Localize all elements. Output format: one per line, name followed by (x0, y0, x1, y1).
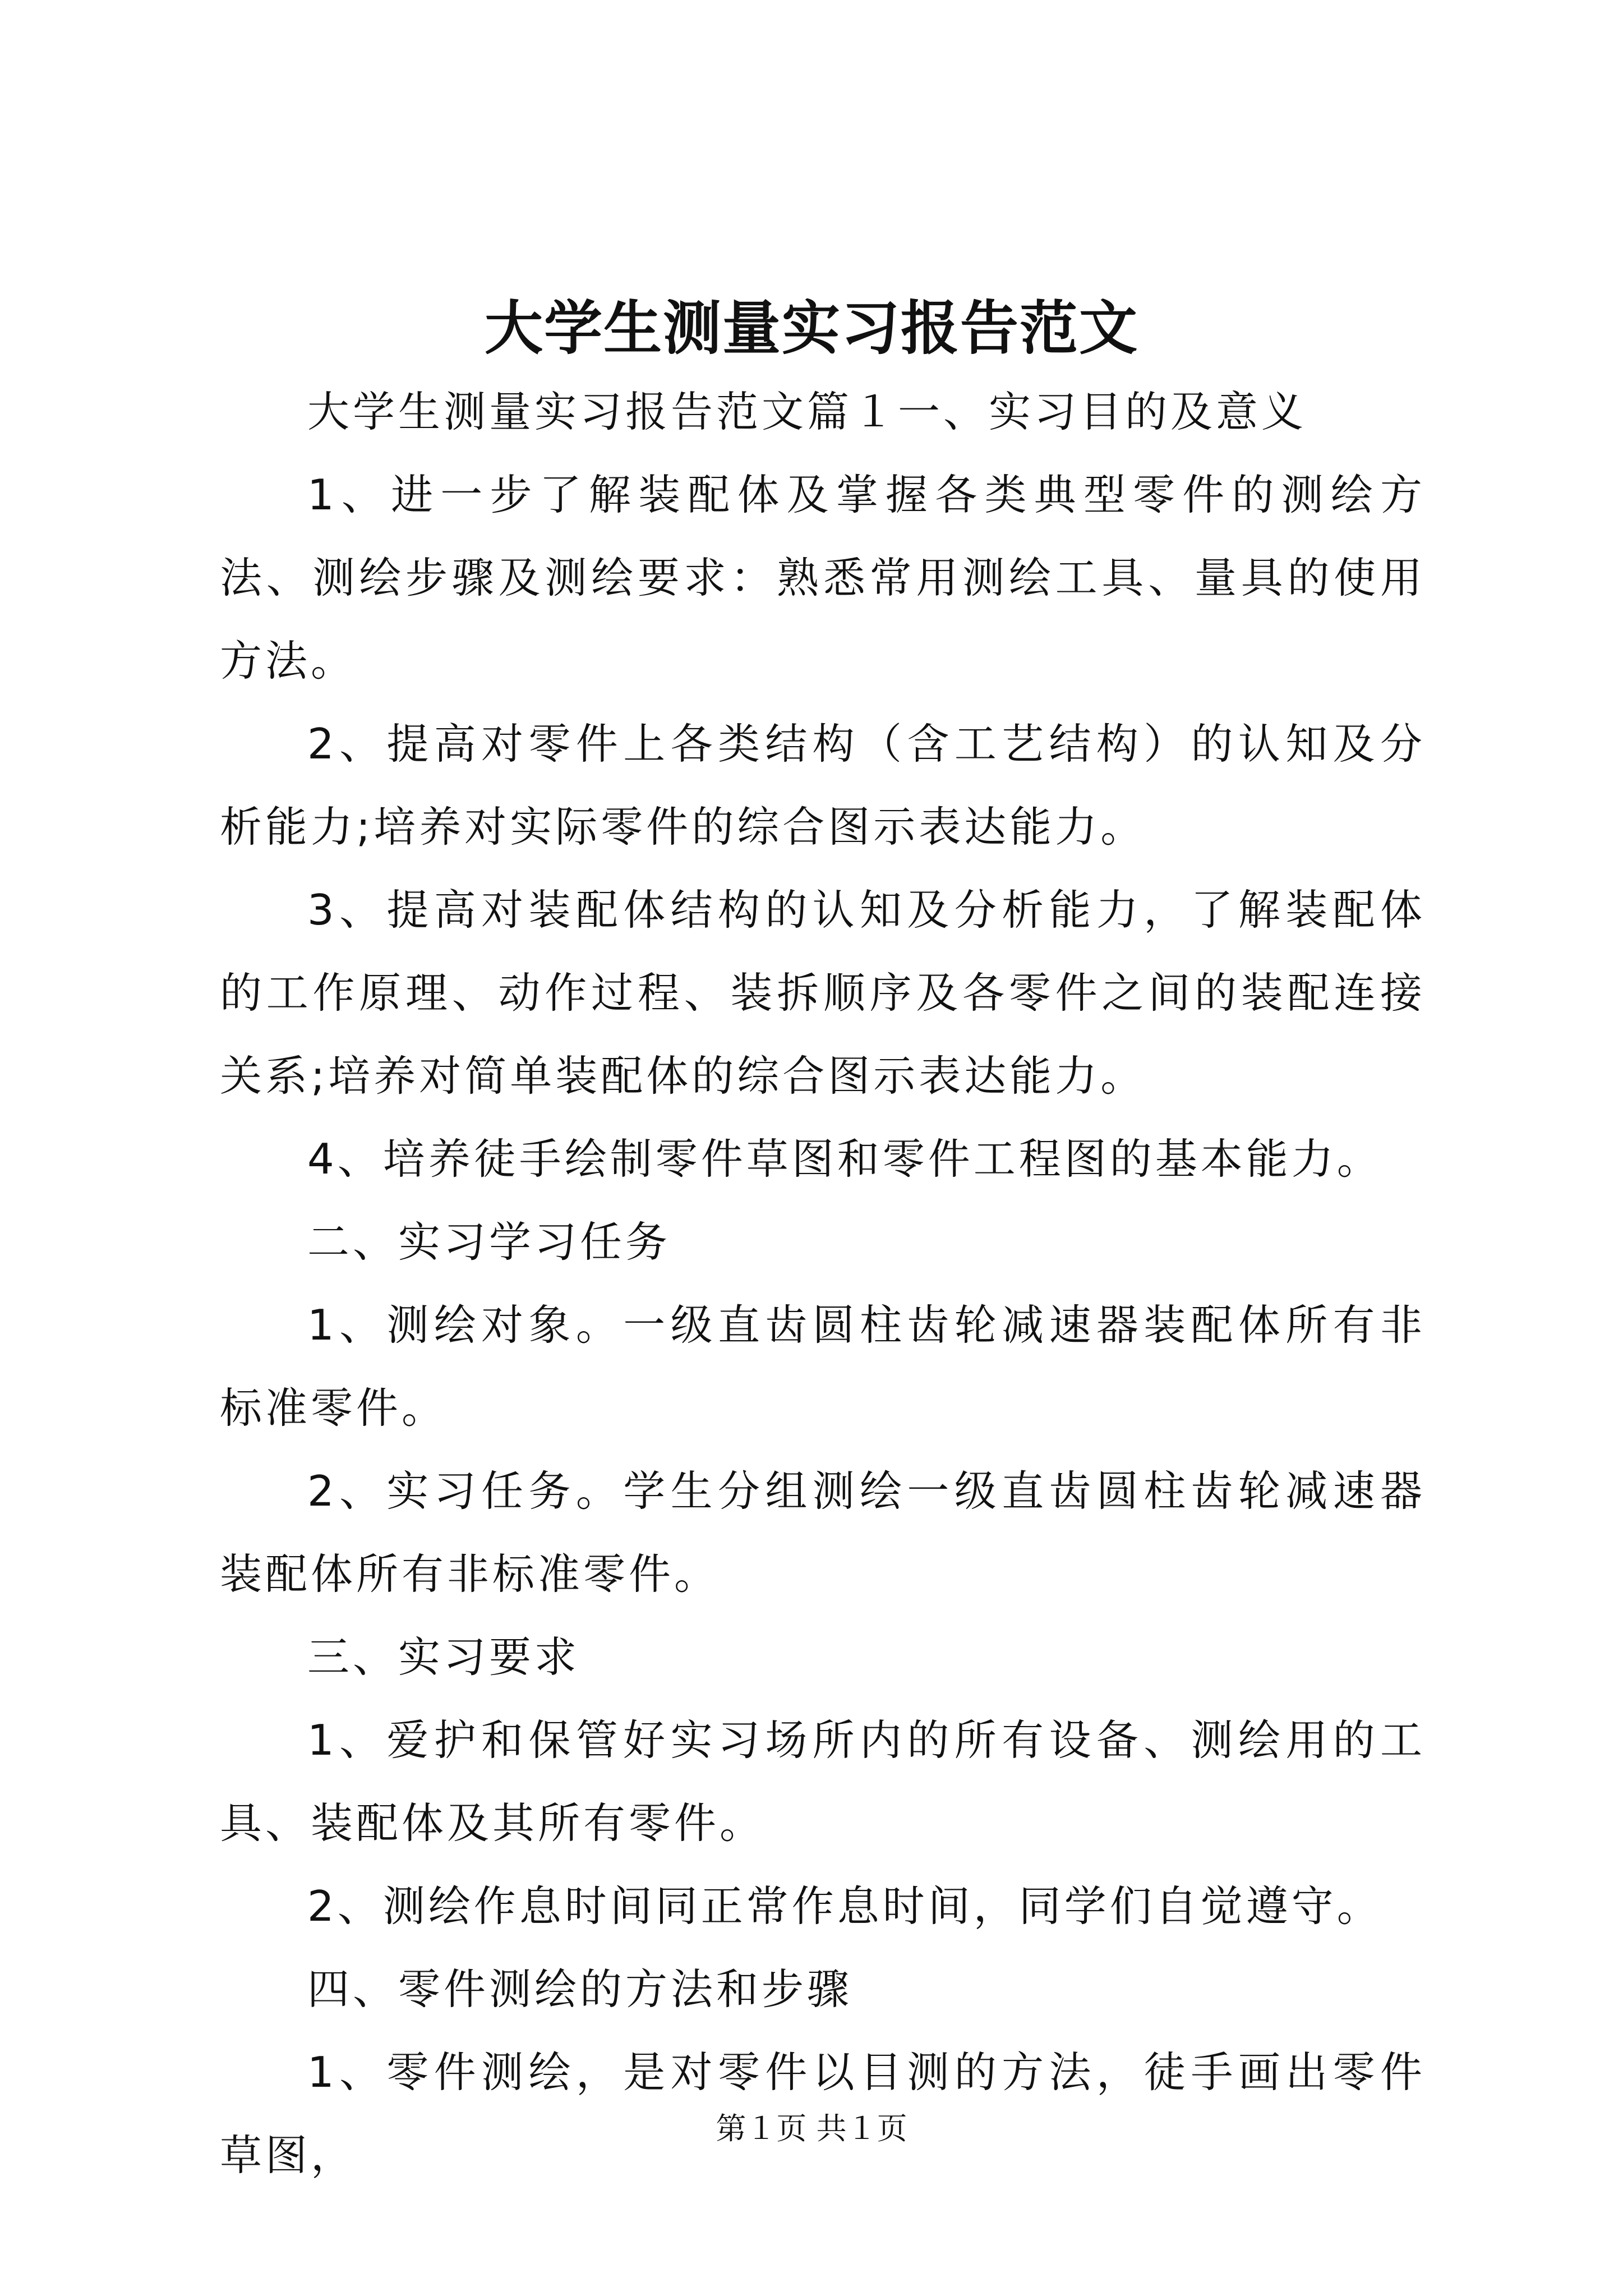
section-heading: 三、实习要求 (307, 1632, 580, 1682)
paragraph: 2、测绘作息时间同正常作息时间，同学们自觉遵守。 (307, 1881, 1382, 1931)
paragraph: 大学生测量实习报告范文篇１一、实习目的及意义 (307, 387, 1307, 436)
paragraph: 3、提高对装配体结构的认知及分析能力，了解装配体的工作原理、动作过程、装拆顺序及各零件之间的装配连接关系;培养对简单装配体的综合图示表达能力。 (220, 885, 1426, 1101)
section-heading: 四、零件测绘的方法和步骤 (307, 1964, 853, 2014)
paragraph: 1、测绘对象。一级直齿圆柱齿轮减速器装配体所有非标准零件。 (220, 1300, 1426, 1433)
document-title: 大学生测量实习报告范文 (484, 293, 1138, 362)
paragraph: 1、零件测绘，是对零件以目测的方法，徒手画出零件草图， (220, 2047, 1426, 2180)
paragraph: 4、培养徒手绘制零件草图和零件工程图的基本能力。 (307, 1134, 1382, 1184)
document-body (220, 370, 1426, 2197)
section-heading: 二、实习学习任务 (307, 1217, 671, 1267)
paragraph: 2、提高对零件上各类结构（含工艺结构）的认知及分析能力;培养对实际零件的综合图示表达能力。 (220, 719, 1426, 852)
paragraph: 1、爱护和保管好实习场所内的所有设备、测绘用的工具、装配体及其所有零件。 (220, 1715, 1426, 1848)
paragraph: 1、进一步了解装配体及掌握各类典型零件的测绘方法、测绘步骤及测绘要求：熟悉常用测绘工具、量具的使用方法。 (220, 470, 1426, 685)
paragraph: 2、实习任务。学生分组测绘一级直齿圆柱齿轮减速器装配体所有非标准零件。 (220, 1466, 1426, 1599)
page-footer: 第１页 共１页 (716, 2111, 907, 2146)
